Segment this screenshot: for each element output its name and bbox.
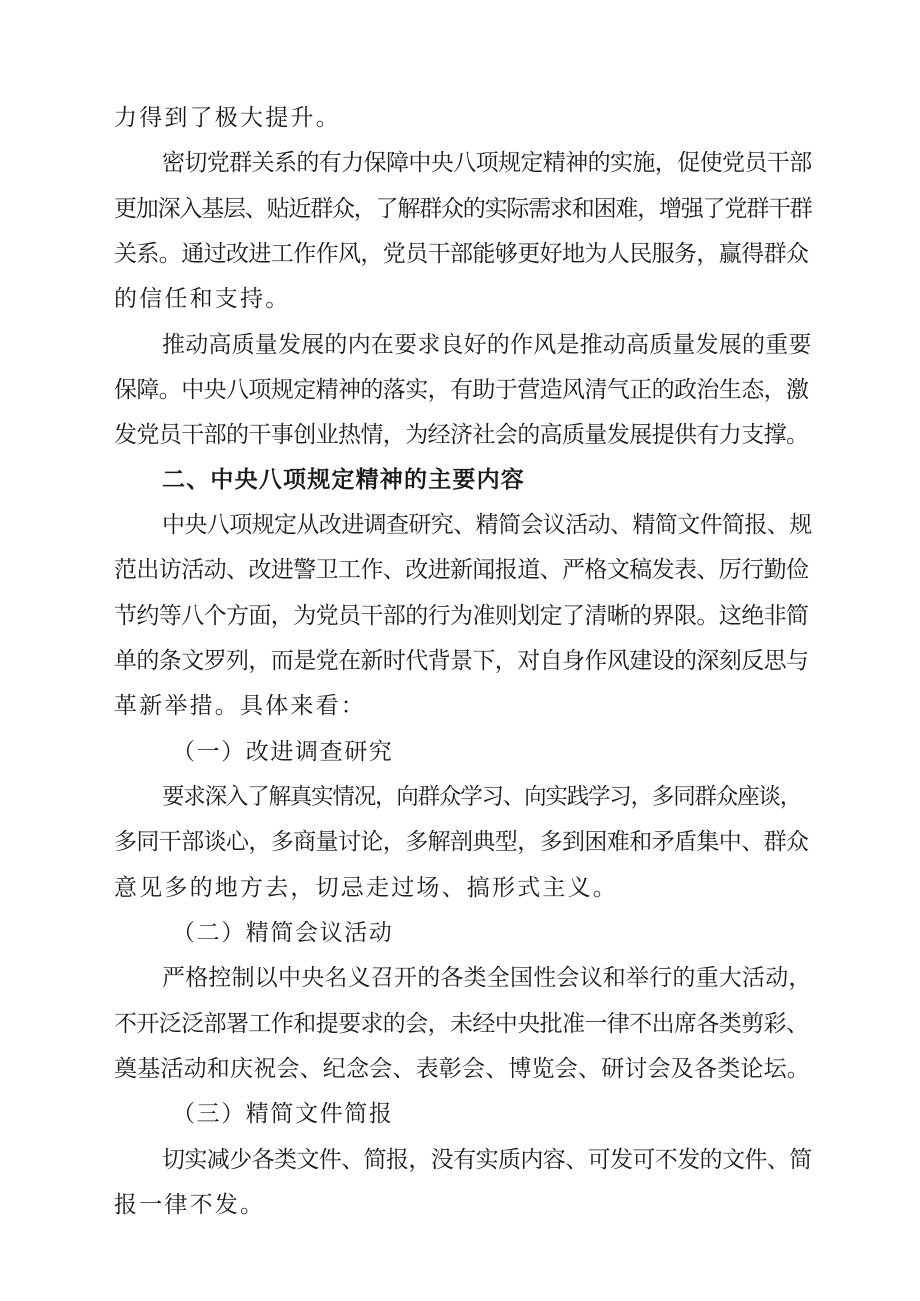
body-line: 更加深入基层、贴近群众，了解群众的实际需求和困难，增强了党群干群: [114, 196, 812, 222]
subsection-heading: （一）改进调查研究: [172, 739, 394, 765]
body-line: 不开泛泛部署工作和提要求的会，未经中央批准一律不出席各类剪彩、: [114, 1011, 809, 1037]
paragraph-first-line: 要求深入了解真实情况，向群众学习、向实践学习，多同群众座谈，: [162, 784, 802, 810]
body-line: 发党员干部的干事创业热情，为经济社会的高质量发展提供有力支撑。: [114, 422, 809, 448]
body-line: 范出访活动、改进警卫工作、改进新闻报道、严格文稿发表、厉行勤俭: [114, 557, 809, 583]
paragraph-first-line: 切实减少各类文件、简报，没有实质内容、可发可不发的文件、简: [162, 1147, 812, 1173]
paragraph-first-line: 中央八项规定从改进调查研究、精简会议活动、精简文件简报、规: [162, 512, 812, 538]
body-line: 报一律不发。: [114, 1192, 266, 1218]
body-line: 多同干部谈心，多商量讨论，多解剖典型，多到困难和矛盾集中、群众: [114, 829, 809, 855]
paragraph-first-line: 严格控制以中央名义召开的各类全国性会议和举行的重大活动，: [162, 965, 812, 991]
paragraph-first-line: 密切党群关系的有力保障中央八项规定精神的实施，促使党员干部: [162, 150, 812, 176]
body-line: 革新举措。具体来看：: [114, 693, 366, 719]
body-line: 的信任和支持。: [114, 286, 291, 312]
body-line: 单的条文罗列，而是党在新时代背景下，对自身作风建设的深刻反思与: [114, 648, 809, 674]
body-line: 力得到了极大提升。: [114, 105, 341, 131]
body-line: 保障。中央八项规定精神的落实，有助于营造风清气正的政治生态，激: [114, 377, 809, 403]
body-line: 奠基活动和庆祝会、纪念会、表彰会、博览会、研讨会及各类论坛。: [114, 1056, 810, 1082]
paragraph-first-line: 推动高质量发展的内在要求良好的作风是推动高质量发展的重要: [162, 332, 812, 358]
subsection-heading: （三）精简文件简报: [172, 1101, 394, 1127]
subsection-heading: （二）精简会议活动: [172, 920, 394, 946]
section-heading: 二、中央八项规定精神的主要内容: [162, 467, 525, 493]
body-line: 意见多的地方去，切忌走过场、搞形式主义。: [114, 875, 618, 901]
body-line: 关系。通过改进工作作风，党员干部能够更好地为人民服务，赢得群众: [114, 241, 809, 267]
body-line: 节约等八个方面，为党员干部的行为准则划定了清晰的界限。这绝非简: [114, 603, 809, 629]
